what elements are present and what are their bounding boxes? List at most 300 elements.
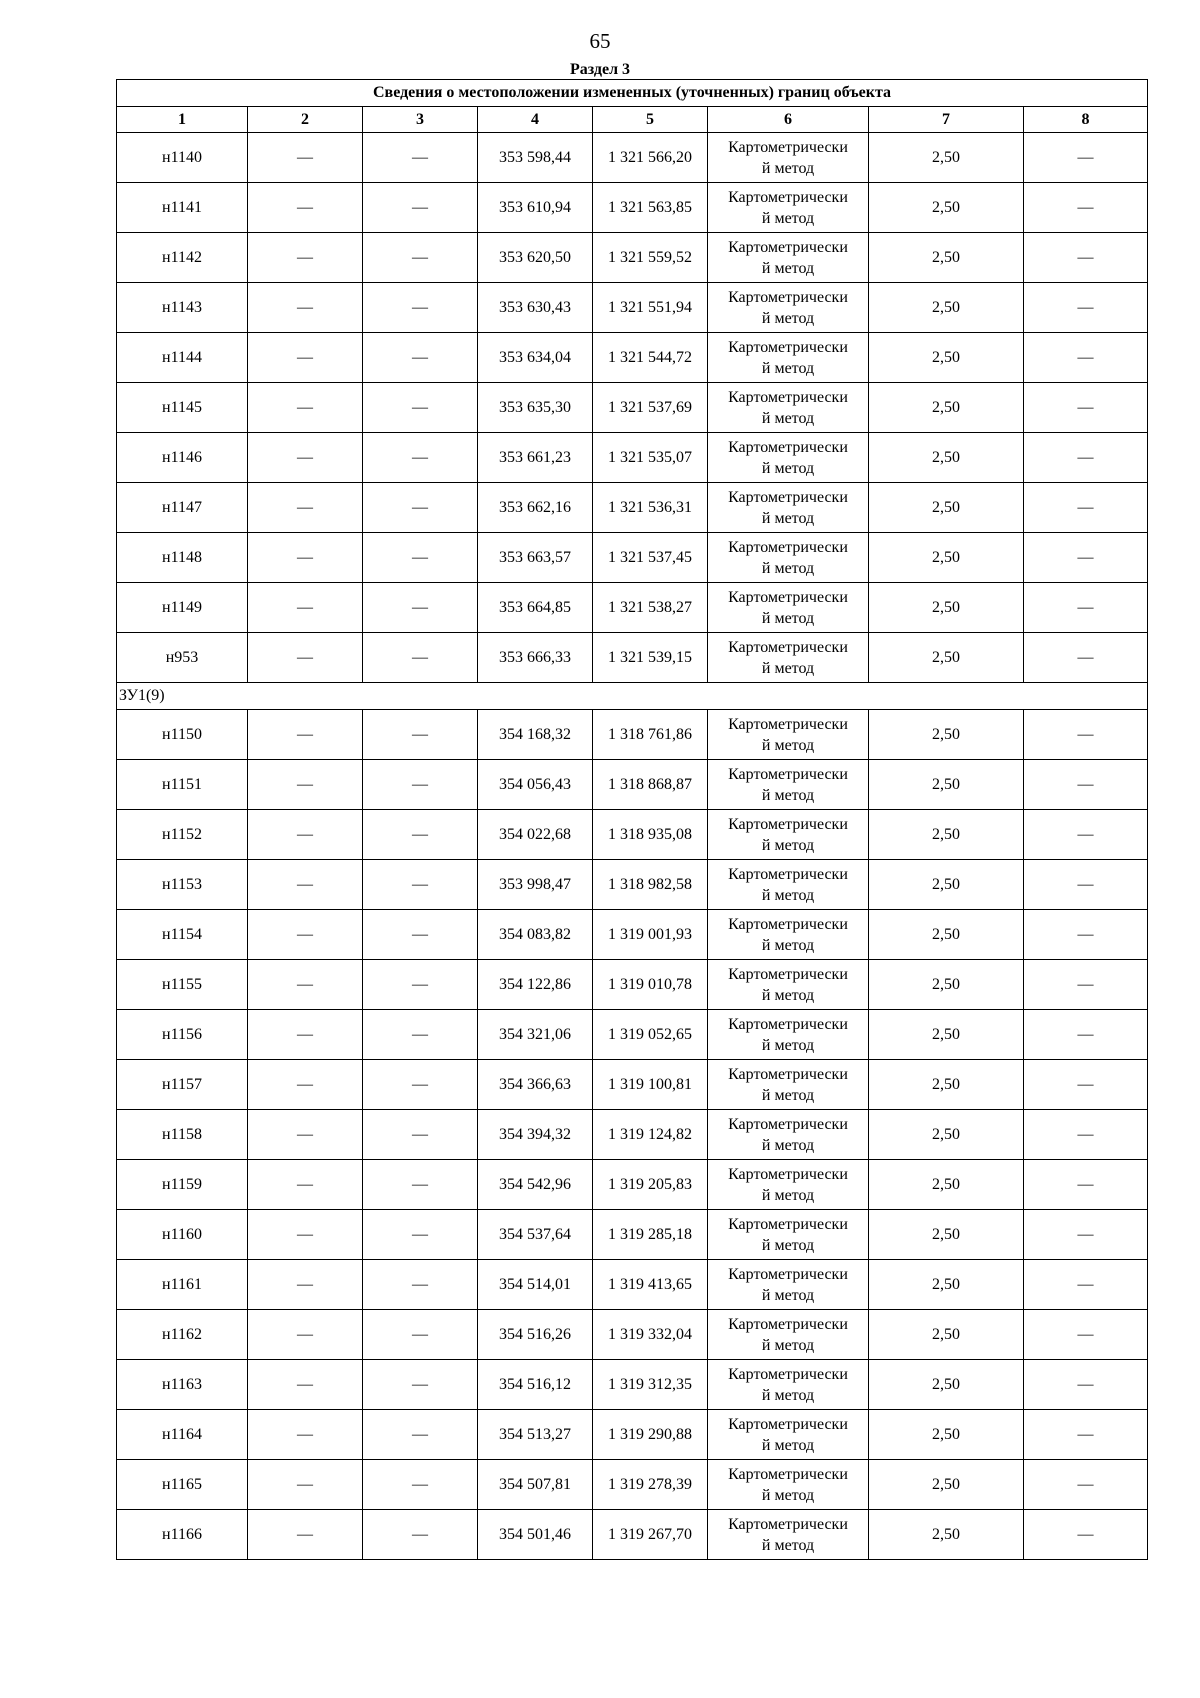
coordinate-y: 1 321 551,94 xyxy=(593,283,708,333)
method xyxy=(708,333,869,383)
col-2-value: — xyxy=(248,483,363,533)
col-2-value: — xyxy=(248,183,363,233)
coordinate-x: 353 635,30 xyxy=(478,383,593,433)
col-2-value: — xyxy=(248,1310,363,1360)
coordinate-x: 353 620,50 xyxy=(478,233,593,283)
accuracy: 2,50 xyxy=(869,333,1024,383)
point-id: н1152 xyxy=(117,810,248,860)
table-caption-row xyxy=(117,80,1148,107)
col-8-value: — xyxy=(1024,133,1148,183)
col-2-value: — xyxy=(248,333,363,383)
coordinate-x: 354 501,46 xyxy=(478,1510,593,1560)
accuracy: 2,50 xyxy=(869,1410,1024,1460)
accuracy: 2,50 xyxy=(869,633,1024,683)
point-id: н1151 xyxy=(117,760,248,810)
point-id: н1140 xyxy=(117,133,248,183)
accuracy: 2,50 xyxy=(869,760,1024,810)
col-8-value: — xyxy=(1024,583,1148,633)
col-3-value: — xyxy=(363,583,478,633)
group-row xyxy=(117,683,1148,710)
coordinate-x: 354 507,81 xyxy=(478,1460,593,1510)
col-8-value: — xyxy=(1024,183,1148,233)
coordinate-y: 1 319 010,78 xyxy=(593,960,708,1010)
table-row xyxy=(117,760,1148,810)
col-8-value: — xyxy=(1024,710,1148,760)
col-2-value: — xyxy=(248,860,363,910)
coordinate-x: 353 664,85 xyxy=(478,583,593,633)
col-8-value: — xyxy=(1024,283,1148,333)
method-line: й метод xyxy=(761,559,815,577)
method xyxy=(708,133,869,183)
column-header: 5 xyxy=(593,107,708,133)
table-row xyxy=(117,233,1148,283)
col-3-value: — xyxy=(363,1460,478,1510)
method-line: Картометрически xyxy=(728,188,848,206)
table-row xyxy=(117,1310,1148,1360)
point-id: н1154 xyxy=(117,910,248,960)
method-line: Картометрически xyxy=(728,1315,848,1333)
coordinate-x: 354 056,43 xyxy=(478,760,593,810)
method-line: Картометрически xyxy=(728,538,848,556)
coordinate-x: 354 513,27 xyxy=(478,1410,593,1460)
col-2-value: — xyxy=(248,133,363,183)
method-line: Картометрически xyxy=(728,488,848,506)
col-8-value: — xyxy=(1024,1310,1148,1360)
point-id: н1159 xyxy=(117,1160,248,1210)
coordinate-y: 1 321 536,31 xyxy=(593,483,708,533)
method xyxy=(708,1060,869,1110)
col-2-value: — xyxy=(248,233,363,283)
method-line: й метод xyxy=(761,509,815,527)
accuracy: 2,50 xyxy=(869,433,1024,483)
col-8-value: — xyxy=(1024,1360,1148,1410)
method-line: Картометрически xyxy=(728,1165,848,1183)
col-8-value: — xyxy=(1024,1510,1148,1560)
method-line: й метод xyxy=(761,1436,815,1454)
col-3-value: — xyxy=(363,1010,478,1060)
col-2-value: — xyxy=(248,433,363,483)
coordinate-x: 353 666,33 xyxy=(478,633,593,683)
col-3-value: — xyxy=(363,283,478,333)
point-id: н1147 xyxy=(117,483,248,533)
coordinate-y: 1 319 100,81 xyxy=(593,1060,708,1110)
coordinate-x: 353 598,44 xyxy=(478,133,593,183)
method xyxy=(708,483,869,533)
table-row xyxy=(117,1210,1148,1260)
col-2-value: — xyxy=(248,283,363,333)
col-3-value: — xyxy=(363,233,478,283)
coordinate-x: 354 083,82 xyxy=(478,910,593,960)
col-2-value: — xyxy=(248,910,363,960)
table-row xyxy=(117,583,1148,633)
coordinate-y: 1 321 538,27 xyxy=(593,583,708,633)
table-row xyxy=(117,710,1148,760)
table-row xyxy=(117,433,1148,483)
method xyxy=(708,1010,869,1060)
accuracy: 2,50 xyxy=(869,710,1024,760)
col-2-value: — xyxy=(248,960,363,1010)
col-8-value: — xyxy=(1024,810,1148,860)
method-line: Картометрически xyxy=(728,815,848,833)
method-line: й метод xyxy=(761,609,815,627)
col-8-value: — xyxy=(1024,333,1148,383)
method xyxy=(708,383,869,433)
accuracy: 2,50 xyxy=(869,383,1024,433)
accuracy: 2,50 xyxy=(869,233,1024,283)
table-row xyxy=(117,810,1148,860)
col-8-value: — xyxy=(1024,1060,1148,1110)
point-id: н1155 xyxy=(117,960,248,1010)
point-id: н1153 xyxy=(117,860,248,910)
method xyxy=(708,1310,869,1360)
method-line: й метод xyxy=(761,936,815,954)
method xyxy=(708,1160,869,1210)
col-3-value: — xyxy=(363,1210,478,1260)
accuracy: 2,50 xyxy=(869,1110,1024,1160)
col-3-value: — xyxy=(363,1510,478,1560)
coordinate-y: 1 321 566,20 xyxy=(593,133,708,183)
coordinate-x: 353 662,16 xyxy=(478,483,593,533)
col-3-value: — xyxy=(363,710,478,760)
point-id: н1166 xyxy=(117,1510,248,1560)
coordinate-x: 354 168,32 xyxy=(478,710,593,760)
col-2-value: — xyxy=(248,1060,363,1110)
col-8-value: — xyxy=(1024,233,1148,283)
method-line: й метод xyxy=(761,1486,815,1504)
method-line: Картометрически xyxy=(728,965,848,983)
table-row xyxy=(117,283,1148,333)
accuracy: 2,50 xyxy=(869,483,1024,533)
method xyxy=(708,1460,869,1510)
table-row xyxy=(117,333,1148,383)
method xyxy=(708,760,869,810)
column-header: 3 xyxy=(363,107,478,133)
col-2-value: — xyxy=(248,1160,363,1210)
point-id: н1144 xyxy=(117,333,248,383)
coordinate-y: 1 319 285,18 xyxy=(593,1210,708,1260)
col-8-value: — xyxy=(1024,1260,1148,1310)
method-line: й метод xyxy=(761,1036,815,1054)
method-line: й метод xyxy=(761,1086,815,1104)
point-id: н1161 xyxy=(117,1260,248,1310)
col-2-value: — xyxy=(248,760,363,810)
coordinate-y: 1 321 544,72 xyxy=(593,333,708,383)
col-3-value: — xyxy=(363,183,478,233)
col-2-value: — xyxy=(248,1510,363,1560)
col-2-value: — xyxy=(248,1110,363,1160)
method-line: Картометрически xyxy=(728,588,848,606)
col-8-value: — xyxy=(1024,1160,1148,1210)
coordinate-x: 354 321,06 xyxy=(478,1010,593,1060)
point-id: н1145 xyxy=(117,383,248,433)
group-label: ЗУ1(9) xyxy=(117,683,1148,710)
col-3-value: — xyxy=(363,910,478,960)
column-header: 4 xyxy=(478,107,593,133)
method xyxy=(708,1510,869,1560)
point-id: н1162 xyxy=(117,1310,248,1360)
method-line: й метод xyxy=(761,1286,815,1304)
column-header: 8 xyxy=(1024,107,1148,133)
coordinate-y: 1 319 278,39 xyxy=(593,1460,708,1510)
point-id: н1149 xyxy=(117,583,248,633)
method-line: Картометрически xyxy=(728,1365,848,1383)
accuracy: 2,50 xyxy=(869,133,1024,183)
table-caption: Сведения о местоположении измененных (уточненных) границ объекта xyxy=(117,80,1148,107)
coordinate-y: 1 321 537,45 xyxy=(593,533,708,583)
coordinate-y: 1 321 537,69 xyxy=(593,383,708,433)
col-8-value: — xyxy=(1024,1410,1148,1460)
method-line: Картометрически xyxy=(728,1515,848,1533)
coordinate-x: 354 542,96 xyxy=(478,1160,593,1210)
method-line: Картометрически xyxy=(728,1065,848,1083)
method-line: й метод xyxy=(761,786,815,804)
point-id: н1160 xyxy=(117,1210,248,1260)
method-line: Картометрически xyxy=(728,338,848,356)
col-3-value: — xyxy=(363,760,478,810)
method-line: Картометрически xyxy=(728,288,848,306)
method xyxy=(708,710,869,760)
column-header: 2 xyxy=(248,107,363,133)
method xyxy=(708,910,869,960)
table-row xyxy=(117,383,1148,433)
col-2-value: — xyxy=(248,710,363,760)
accuracy: 2,50 xyxy=(869,533,1024,583)
method xyxy=(708,1410,869,1460)
column-header: 1 xyxy=(117,107,248,133)
page-number: 65 xyxy=(589,29,611,53)
col-8-value: — xyxy=(1024,760,1148,810)
col-8-value: — xyxy=(1024,960,1148,1010)
point-id: н1141 xyxy=(117,183,248,233)
col-8-value: — xyxy=(1024,383,1148,433)
method-line: й метод xyxy=(761,986,815,1004)
method xyxy=(708,183,869,233)
table-row xyxy=(117,860,1148,910)
method-line: й метод xyxy=(761,1236,815,1254)
table-row xyxy=(117,1510,1148,1560)
col-2-value: — xyxy=(248,533,363,583)
method xyxy=(708,233,869,283)
method xyxy=(708,533,869,583)
method-line: й метод xyxy=(761,459,815,477)
col-8-value: — xyxy=(1024,1460,1148,1510)
col-3-value: — xyxy=(363,1410,478,1460)
coordinate-x: 354 122,86 xyxy=(478,960,593,1010)
coordinate-x: 354 514,01 xyxy=(478,1260,593,1310)
method-line: Картометрически xyxy=(728,638,848,656)
col-8-value: — xyxy=(1024,633,1148,683)
point-id: н1146 xyxy=(117,433,248,483)
col-8-value: — xyxy=(1024,1210,1148,1260)
col-2-value: — xyxy=(248,383,363,433)
method xyxy=(708,633,869,683)
coordinate-x: 353 630,43 xyxy=(478,283,593,333)
column-header: 7 xyxy=(869,107,1024,133)
table-row xyxy=(117,910,1148,960)
coordinate-x: 353 998,47 xyxy=(478,860,593,910)
table-row xyxy=(117,1160,1148,1210)
table-row xyxy=(117,533,1148,583)
method-line: Картометрически xyxy=(728,388,848,406)
coordinate-x: 354 537,64 xyxy=(478,1210,593,1260)
point-id: н1142 xyxy=(117,233,248,283)
accuracy: 2,50 xyxy=(869,1060,1024,1110)
accuracy: 2,50 xyxy=(869,283,1024,333)
method-line: Картометрически xyxy=(728,438,848,456)
accuracy: 2,50 xyxy=(869,910,1024,960)
col-3-value: — xyxy=(363,383,478,433)
method-line: й метод xyxy=(761,836,815,854)
col-3-value: — xyxy=(363,483,478,533)
method-line: Картометрически xyxy=(728,765,848,783)
column-header-row xyxy=(117,107,1148,133)
method xyxy=(708,283,869,333)
accuracy: 2,50 xyxy=(869,1310,1024,1360)
point-id: н1158 xyxy=(117,1110,248,1160)
coordinate-y: 1 318 982,58 xyxy=(593,860,708,910)
col-3-value: — xyxy=(363,1260,478,1310)
method xyxy=(708,1260,869,1310)
method-line: Картометрически xyxy=(728,1215,848,1233)
coordinate-y: 1 321 539,15 xyxy=(593,633,708,683)
col-8-value: — xyxy=(1024,533,1148,583)
coordinate-y: 1 319 290,88 xyxy=(593,1410,708,1460)
coordinates-table xyxy=(116,79,1148,1560)
table-row xyxy=(117,1410,1148,1460)
point-id: н1143 xyxy=(117,283,248,333)
col-2-value: — xyxy=(248,583,363,633)
point-id: н1156 xyxy=(117,1010,248,1060)
col-3-value: — xyxy=(363,960,478,1010)
method-line: й метод xyxy=(761,1536,815,1554)
coordinate-x: 353 661,23 xyxy=(478,433,593,483)
coordinate-x: 353 663,57 xyxy=(478,533,593,583)
col-2-value: — xyxy=(248,1260,363,1310)
accuracy: 2,50 xyxy=(869,583,1024,633)
col-2-value: — xyxy=(248,633,363,683)
col-3-value: — xyxy=(363,810,478,860)
table-row xyxy=(117,133,1148,183)
coordinate-y: 1 318 761,86 xyxy=(593,710,708,760)
method-line: Картометрически xyxy=(728,1415,848,1433)
accuracy: 2,50 xyxy=(869,860,1024,910)
method xyxy=(708,810,869,860)
accuracy: 2,50 xyxy=(869,1260,1024,1310)
coordinate-y: 1 319 001,93 xyxy=(593,910,708,960)
col-8-value: — xyxy=(1024,860,1148,910)
method-line: Картометрически xyxy=(728,1265,848,1283)
accuracy: 2,50 xyxy=(869,1160,1024,1210)
coordinate-y: 1 319 267,70 xyxy=(593,1510,708,1560)
coordinate-x: 353 634,04 xyxy=(478,333,593,383)
column-header: 6 xyxy=(708,107,869,133)
accuracy: 2,50 xyxy=(869,1460,1024,1510)
coordinate-x: 354 394,32 xyxy=(478,1110,593,1160)
method-line: й метод xyxy=(761,409,815,427)
coordinate-y: 1 321 559,52 xyxy=(593,233,708,283)
col-3-value: — xyxy=(363,1310,478,1360)
method-line: Картометрически xyxy=(728,1115,848,1133)
accuracy: 2,50 xyxy=(869,1210,1024,1260)
point-id: н1157 xyxy=(117,1060,248,1110)
coordinate-y: 1 321 535,07 xyxy=(593,433,708,483)
coordinate-y: 1 319 052,65 xyxy=(593,1010,708,1060)
table-row xyxy=(117,1460,1148,1510)
col-3-value: — xyxy=(363,1160,478,1210)
method-line: Картометрически xyxy=(728,915,848,933)
method-line: Картометрически xyxy=(728,1015,848,1033)
table-row xyxy=(117,183,1148,233)
method-line: й метод xyxy=(761,1186,815,1204)
col-2-value: — xyxy=(248,1460,363,1510)
coordinate-x: 354 516,26 xyxy=(478,1310,593,1360)
col-3-value: — xyxy=(363,133,478,183)
accuracy: 2,50 xyxy=(869,1510,1024,1560)
col-3-value: — xyxy=(363,860,478,910)
accuracy: 2,50 xyxy=(869,960,1024,1010)
col-3-value: — xyxy=(363,433,478,483)
col-2-value: — xyxy=(248,1360,363,1410)
method xyxy=(708,583,869,633)
col-8-value: — xyxy=(1024,1010,1148,1060)
point-id: н1163 xyxy=(117,1360,248,1410)
col-3-value: — xyxy=(363,533,478,583)
point-id: н1165 xyxy=(117,1460,248,1510)
point-id: н1148 xyxy=(117,533,248,583)
coordinate-y: 1 319 332,04 xyxy=(593,1310,708,1360)
col-8-value: — xyxy=(1024,1110,1148,1160)
col-3-value: — xyxy=(363,1360,478,1410)
method-line: Картометрически xyxy=(728,1465,848,1483)
method-line: й метод xyxy=(761,1336,815,1354)
method xyxy=(708,1210,869,1260)
col-3-value: — xyxy=(363,633,478,683)
coordinate-y: 1 319 124,82 xyxy=(593,1110,708,1160)
point-id: н1150 xyxy=(117,710,248,760)
accuracy: 2,50 xyxy=(869,1360,1024,1410)
coordinate-y: 1 319 205,83 xyxy=(593,1160,708,1210)
method-line: й метод xyxy=(761,159,815,177)
col-3-value: — xyxy=(363,1110,478,1160)
col-3-value: — xyxy=(363,333,478,383)
method xyxy=(708,860,869,910)
coordinate-y: 1 319 413,65 xyxy=(593,1260,708,1310)
coordinate-x: 353 610,94 xyxy=(478,183,593,233)
coordinate-x: 354 516,12 xyxy=(478,1360,593,1410)
col-8-value: — xyxy=(1024,433,1148,483)
coordinate-y: 1 318 868,87 xyxy=(593,760,708,810)
method xyxy=(708,1360,869,1410)
col-8-value: — xyxy=(1024,483,1148,533)
coordinate-y: 1 319 312,35 xyxy=(593,1360,708,1410)
table-row xyxy=(117,633,1148,683)
accuracy: 2,50 xyxy=(869,1010,1024,1060)
table-row xyxy=(117,1010,1148,1060)
method-line: й метод xyxy=(761,309,815,327)
method xyxy=(708,960,869,1010)
col-2-value: — xyxy=(248,1010,363,1060)
point-id: н1164 xyxy=(117,1410,248,1460)
coordinate-y: 1 321 563,85 xyxy=(593,183,708,233)
coordinate-x: 354 022,68 xyxy=(478,810,593,860)
col-2-value: — xyxy=(248,1410,363,1460)
table-row xyxy=(117,1060,1148,1110)
accuracy: 2,50 xyxy=(869,810,1024,860)
method-line: й метод xyxy=(761,886,815,904)
coordinate-x: 354 366,63 xyxy=(478,1060,593,1110)
method-line: Картометрически xyxy=(728,138,848,156)
method-line: Картометрически xyxy=(728,238,848,256)
